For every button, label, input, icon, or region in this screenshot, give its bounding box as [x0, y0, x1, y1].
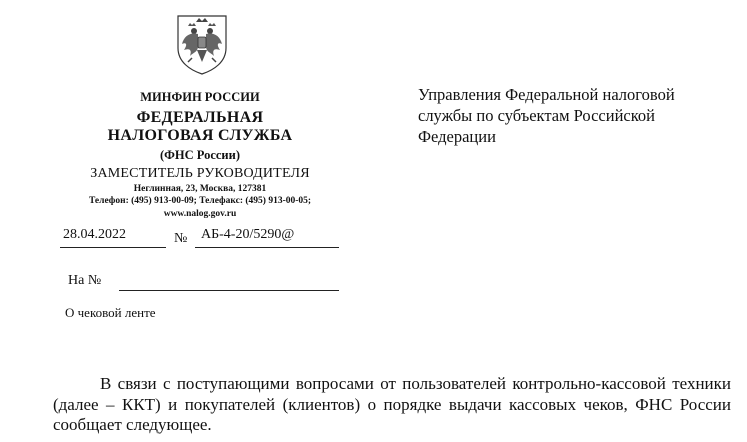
date-underline — [60, 247, 166, 248]
signatory-position: ЗАМЕСТИТЕЛЬ РУКОВОДИТЕЛЯ — [90, 166, 310, 181]
coat-of-arms-icon — [170, 10, 234, 76]
service-name-line2: НАЛОГОВАЯ СЛУЖБА — [107, 127, 293, 144]
service-abbreviation: (ФНС России) — [159, 148, 240, 162]
document-number: АБ-4-20/5290@ — [201, 227, 295, 242]
reference-label: На № — [68, 273, 102, 288]
document-date: 28.04.2022 — [63, 227, 126, 242]
number-sign: № — [174, 231, 188, 246]
number-underline — [195, 247, 339, 248]
recipient-block: Управления Федеральной налоговой службы по субъектам Российской Федерации — [418, 85, 675, 146]
subject-line: О чековой ленте — [65, 305, 156, 320]
letter-body — [53, 374, 731, 436]
address: Неглинная, 23, Москва, 127381 — [133, 184, 267, 194]
service-name-line1: ФЕДЕРАЛЬНАЯ — [136, 109, 264, 126]
website: www.nalog.gov.ru — [163, 209, 237, 219]
body-paragraph: В связи с поступающими вопросами от пользователей контрольно-кассовой техники (далее – ККТ) и покупателей (клиентов) о порядке выдачи кассовых чеков, ФНС России сообщает следующее. — [53, 374, 731, 434]
ministry-name: МИНФИН РОССИИ — [140, 90, 260, 104]
phones: Телефон: (495) 913-00-09; Телефакс: (495) 913-00-05; — [88, 196, 312, 206]
reference-underline — [119, 290, 339, 291]
